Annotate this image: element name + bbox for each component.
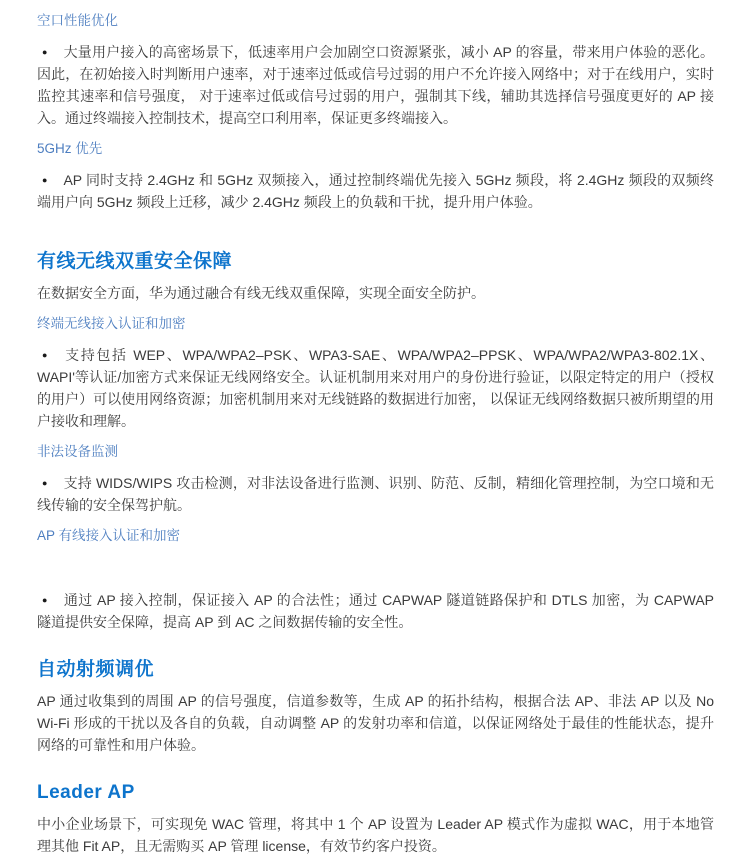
paragraph-rf-tuning: AP 通过收集到的周围 AP 的信号强度，信道参数等，生成 AP 的拓扑结构，根据合法 AP、非法 AP 以及 No Wi-Fi 形成的干扰以及各自的负载，自动调整 AP 的发射功率和信道，以保证网络处于最佳的性能状态，提升网络的可靠性和用户体验。 [37,693,714,753]
section-subtitle-rogue-monitor: 非法设备监测 [37,444,118,459]
section-subtitle-ap-wired-auth: AP 有线接入认证和加密 [37,528,181,543]
bullet-text-terminal-auth: 支持包括 WEP、WPA/WPA2–PSK、WPA3-SAE、WPA/WPA2–PPSK、WPA/WPA2/WPA3-802.1X、WAPI'等认证/加密方式来保证无线网络安全。认证机制用来对用户的身份进行验证，以限定特定的用户（授权的用户）可以使用网络资源；加密机制用来对无线链路的数据进行加密， 以保证无线网络数据只被所期望的用户接收和理解。 [37,347,714,429]
paragraph-leader-ap: 中小企业场景下，可实现免 WAC 管理，将其中 1 个 AP 设置为 Leader AP 模式作为虚拟 WAC，用于本地管理其他 Fit AP，且无需购买 AP 管理 license，有效节约客户投资。 [37,816,714,854]
bullet-icon: ● [42,175,48,185]
bullet-paragraph-terminal-auth [37,344,714,432]
bullet-text-rogue-monitor: 支持 WIDS/WIPS 攻击检测，对非法设备进行监测、识别、防范、反制，精细化管理控制，为空口境和无线传输的安全保驾护航。 [37,475,714,513]
bullet-text-ap-wired-auth: 通过 AP 接入控制，保证接入 AP 的合法性；通过 CAPWAP 隧道链路保护和 DTLS 加密，为 CAPWAP 隧道提供安全保障，提高 AP 到 AC 之间数据传输的安全性。 [37,592,714,630]
paragraph-security-intro: 在数据安全方面，华为通过融合有线无线双重保障，实现全面安全防护。 [37,285,485,301]
bullet-paragraph-air-performance [37,41,714,129]
section-subtitle-5ghz-first: 5GHz 优先 [37,141,103,156]
bullet-icon: ● [42,350,48,360]
bullet-text-air-performance: 大量用户接入的高密场景下，低速率用户会加剧空口资源紧张，减小 AP 的容量，带来用户体验的恶化。因此，在初始接入时判断用户速率，对于速率过低或信号过弱的用户不允许接入网络中；对于在线用户，实时监控其速率和信号强度， 对于速率过低或信号过弱的用户，强制其下线，辅助其选择信号强度更好的 AP 接入。通过终端接入控制技术，提高空口利用率，保证更多终端接入。 [37,44,714,126]
bullet-icon: ● [42,478,48,488]
bullet-text-5ghz-first: AP 同时支持 2.4GHz 和 5GHz 双频接入，通过控制终端优先接入 5GHz 频段，将 2.4GHz 频段的双频终端用户向 5GHz 频段上迁移，减少 2.4GHz 频段上的负载和干扰，提升用户体验。 [37,172,714,210]
section-heading-rf-tuning: 自动射频调优 [37,659,155,680]
section-heading-security: 有线无线双重安全保障 [37,251,233,272]
bullet-icon: ● [42,47,48,57]
bullet-icon: ● [42,595,48,605]
section-heading-leader-ap: Leader AP [37,782,135,803]
bullet-paragraph-rogue-monitor [37,472,714,516]
bullet-paragraph-5ghz-first [37,169,714,213]
bullet-paragraph-ap-wired-auth [37,589,714,633]
section-subtitle-air-performance: 空口性能优化 [37,13,118,28]
section-subtitle-terminal-auth: 终端无线接入认证和加密 [37,316,186,331]
